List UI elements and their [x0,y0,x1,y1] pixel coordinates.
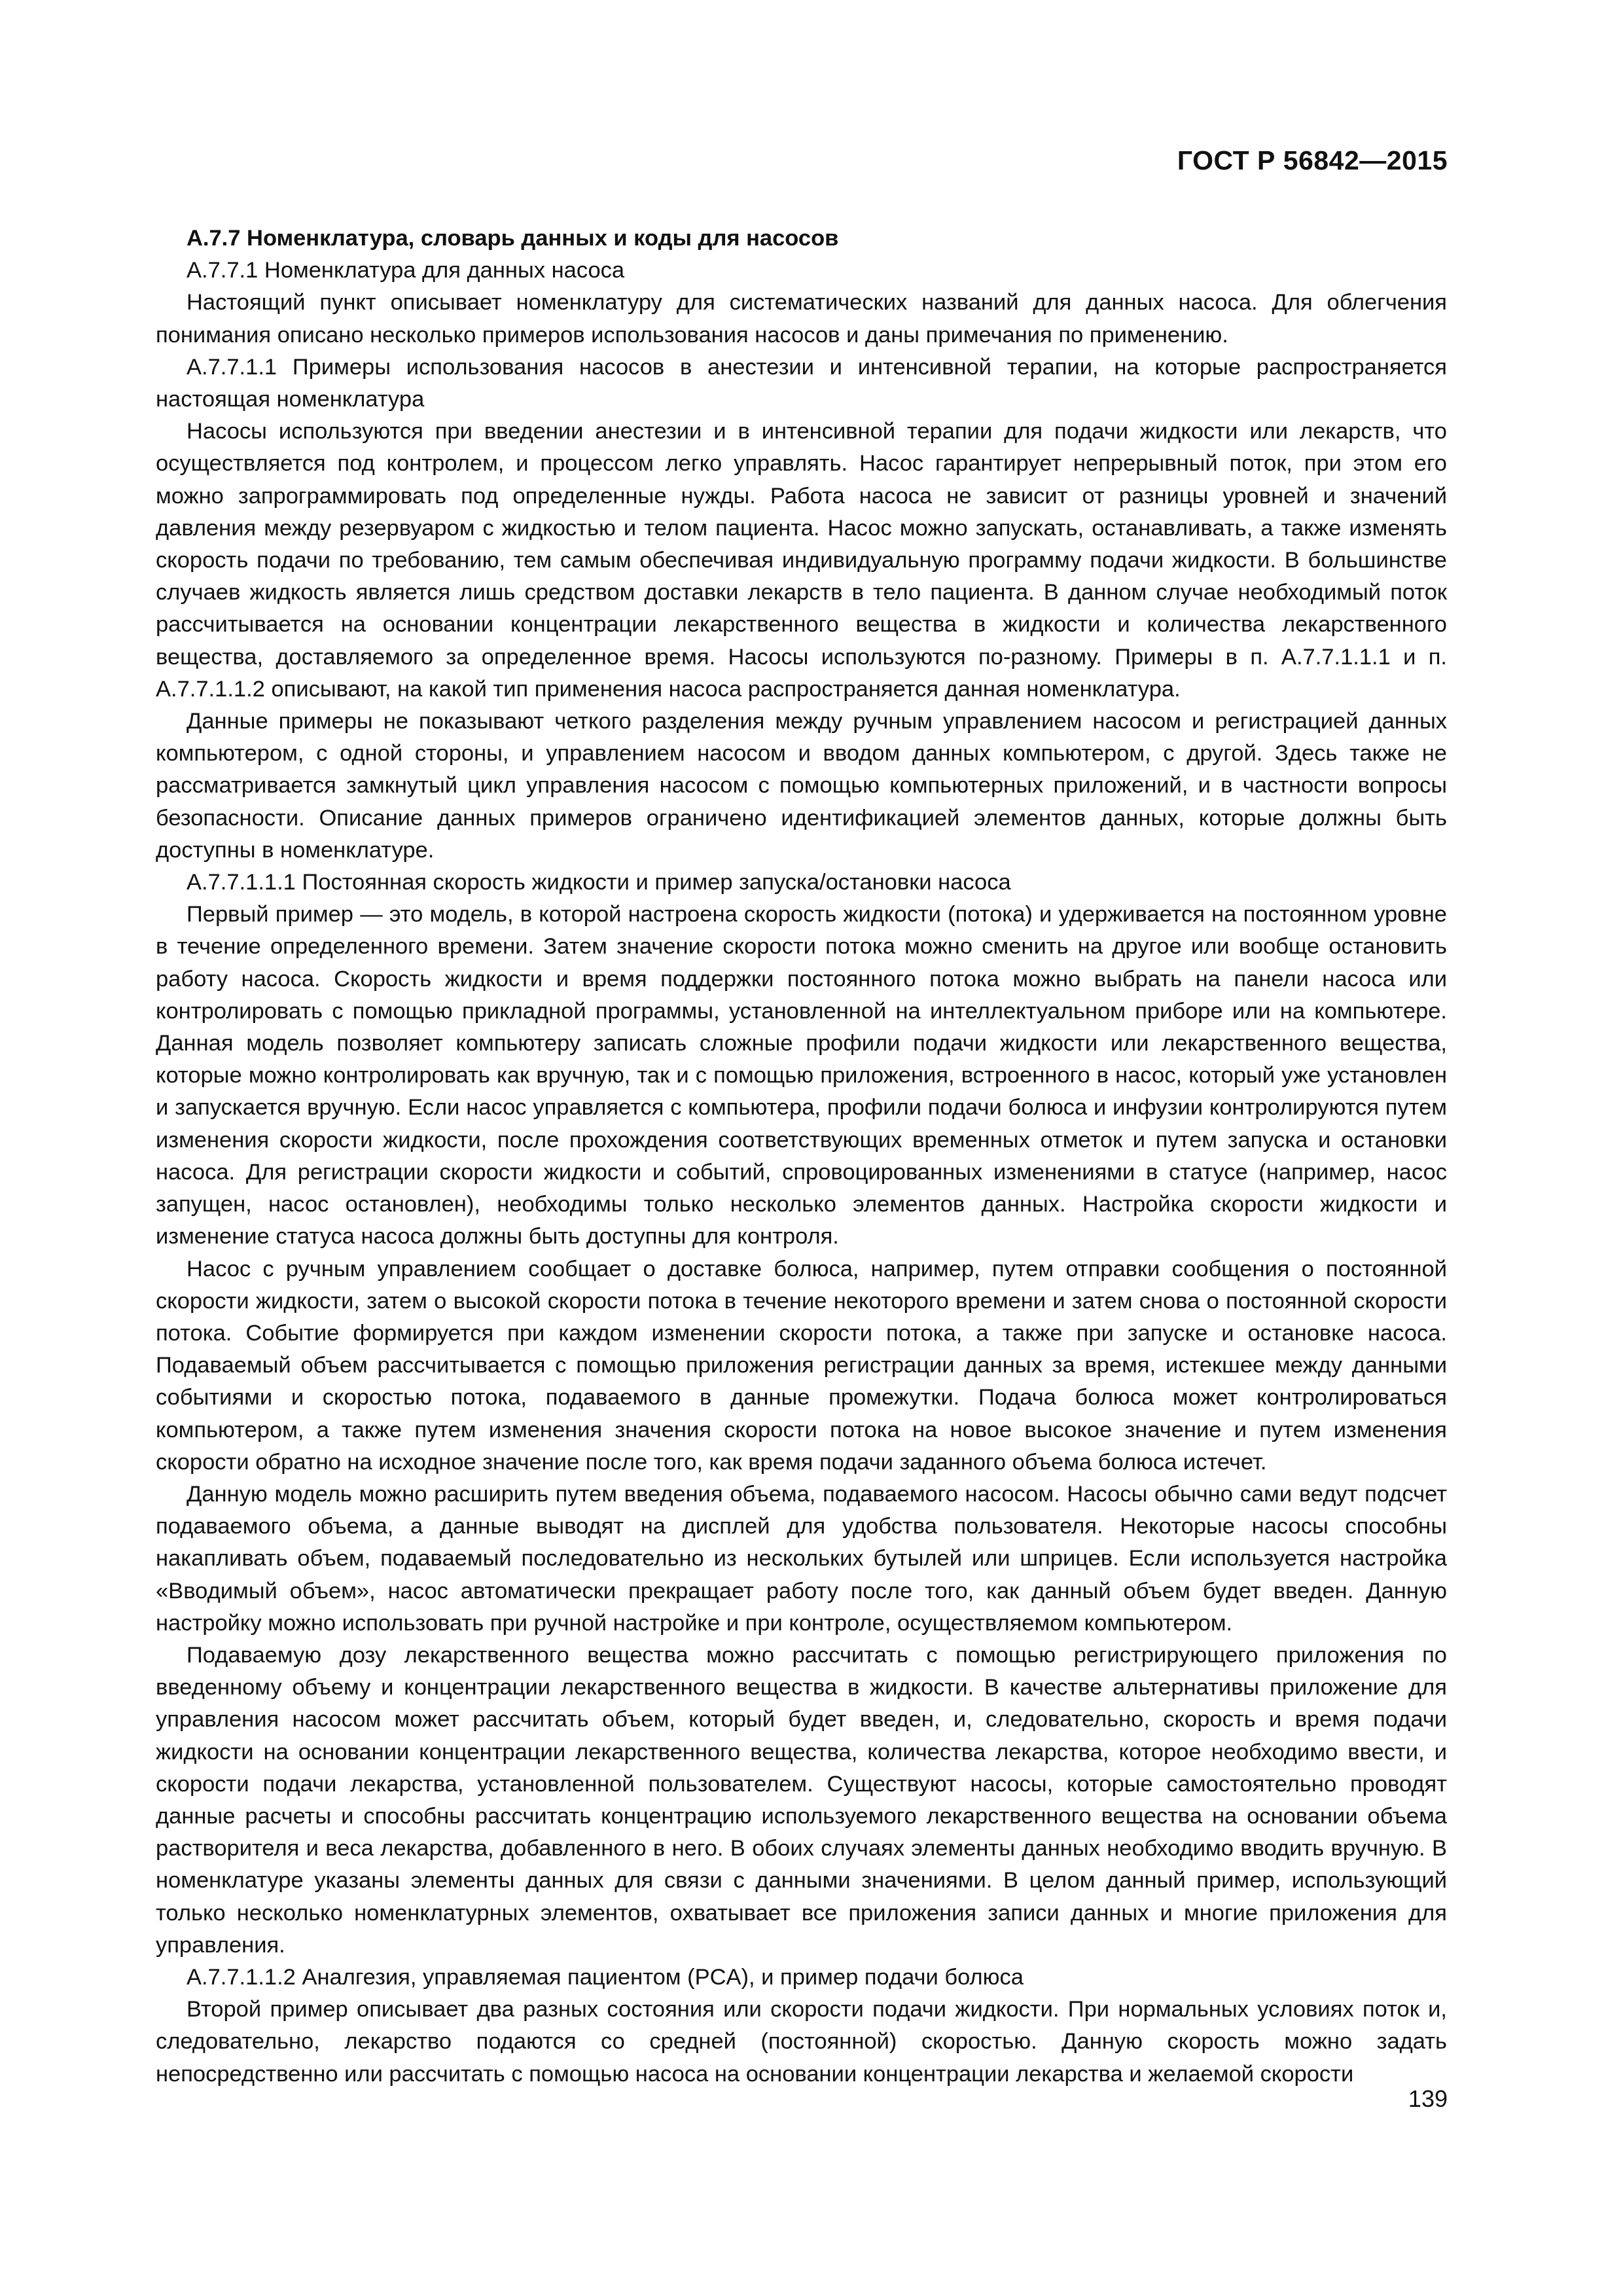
document-body [156,223,1447,2090]
body-paragraph: Данные примеры не показывают четкого разделения между ручным управлением насосом и регистрацией данных компьютером, с одной стороны, и управлением насосом и вводом данных компьютером, с другой. Здесь также не рассматривается замкнутый цикл управления насосом с помощью компьютерных приложений, и в частности вопросы безопасности. Описание данных примеров ограничено идентификацией элементов данных, которые должны быть доступны в номенклатуре. [156,709,1447,863]
subsection-heading: А.7.7.1.1 Примеры использования насосов в анестезии и интенсивной терапии, на которые распространяется настоящая номенклатура [156,354,1447,412]
body-paragraph: Первый пример — это модель, в которой настроена скорость жидкости (потока) и удерживается на постоянном уровне в течение определенного времени. Затем значение скорости потока можно сменить на другое или вообще остановить работу насоса. Скорость жидкости и время поддержки постоянного потока можно выбрать на панели насоса или контролировать с помощью прикладной программы, установленной на интеллектуальном приборе или на компьютере. Данная модель позволяет компьютеру записать сложные профили подачи жидкости или лекарственного вещества, которые можно контролировать как вручную, так и с помощью приложения, встроенного в насос, который уже установлен и запускается вручную. Если насос управляется с компьютера, профили подачи болюса и инфузии контролируются путем изменения скорости жидкости, после прохождения соответствующих временных отметок и путем запуска и остановки насоса. Для регистрации скорости жидкости и событий, спровоцированных изменениями в статусе (например, насос запущен, насос остановлен), необходимы только несколько элементов данных. Настройка скорости жидкости и изменение статуса насоса должны быть доступны для контроля. [156,902,1447,1249]
standard-id: ГОСТ Р 56842—2015 [1177,145,1448,175]
subsection-heading: А.7.7.1.1.2 Аналгезия, управляемая пациентом (PCA), и пример подачи болюса [187,1964,1024,1990]
subsection-heading: А.7.7.1.1.1 Постоянная скорость жидкости и пример запуска/остановки насоса [187,870,1011,895]
body-paragraph: Насос с ручным управлением сообщает о доставке болюса, например, путем отправки сообщения о постоянной скорости жидкости, затем о высокой скорости потока в течение некоторого времени и затем снова о постоянной скорости потока. Событие формируется при каждом изменении скорости потока, а также при запуске и остановке насоса. Подаваемый объем рассчитывается с помощью приложения регистрации данных за время, истекшее между данными событиями и скоростью потока, подаваемого в данные промежутки. Подача болюса может контролироваться компьютером, а также путем изменения значения скорости потока на новое высокое значение и путем изменения скорости обратно на исходное значение после того, как время подачи заданного объема болюса истечет. [156,1256,1447,1475]
page-number: 139 [1408,2085,1448,2112]
subsection-heading: А.7.7.1 Номенклатура для данных насоса [187,258,625,283]
body-paragraph: Данную модель можно расширить путем введения объема, подаваемого насосом. Насосы обычно сами ведут подсчет подаваемого объема, а данные выводят на дисплей для удобства пользователя. Некоторые насосы способны накапливать объем, подаваемый последовательно из нескольких бутылей или шприцев. Если используется настройка «Вводимый объем», насос автоматически прекращает работу после того, как данный объем будет введен. Данную настройку можно использовать при ручной настройке и при контроле, осуществляемом компьютером. [156,1481,1447,1636]
body-paragraph: Подаваемую дозу лекарственного вещества можно рассчитать с помощью регистрирующего приложения по введенному объему и концентрации лекарственного вещества в жидкости. В качестве альтернативы приложение для управления насосом может рассчитать объем, который будет введен, и, следовательно, скорость и время подачи жидкости на основании концентрации лекарственного вещества, количества лекарства, которое необходимо ввести, и скорости подачи лекарства, установленной пользователем. Существуют насосы, которые самостоятельно проводят данные расчеты и способны рассчитать концентрацию используемого лекарственного вещества на основании объема растворителя и веса лекарства, добавленного в него. В обоих случаях элементы данных необходимо вводить вручную. В номенклатуре указаны элементы данных для связи с данными значениями. В целом данный пример, использующий только несколько номенклатурных элементов, охватывает все приложения записи данных и многие приложения для управления. [156,1642,1447,1958]
body-paragraph: Второй пример описывает два разных состояния или скорости подачи жидкости. При нормальных условиях поток и, следовательно, лекарство подаются со средней (постоянной) скоростью. Данную скорость можно задать непосредственно или рассчитать с помощью насоса на основании концентрации лекарства и желаемой скорости [156,1997,1447,2087]
body-paragraph: Насосы используются при введении анестезии и в интенсивной терапии для подачи жидкости или лекарств, что осуществляется под контролем, и процессом легко управлять. Насос гарантирует непрерывный поток, при этом его можно запрограммировать под определенные нужды. Работа насоса не зависит от разницы уровней и значений давления между резервуаром с жидкостью и телом пациента. Насос можно запускать, останавливать, а также изменять скорость подачи по требованию, тем самым обеспечивая индивидуальную программу подачи жидкости. В большинстве случаев жидкость является лишь средством доставки лекарств в тело пациента. В данном случае необходимый поток рассчитывается на основании концентрации лекарственного вещества в жидкости и количества лекарственного вещества, доставляемого за определенное время. Насосы используются по-разному. Примеры в п. А.7.7.1.1.1 и п. А.7.7.1.1.2 описывают, на какой тип применения насоса распространяется данная номенклатура. [156,419,1447,702]
section-heading: А.7.7 Номенклатура, словарь данных и коды для насосов [187,226,839,251]
body-paragraph: Настоящий пункт описывает номенклатуру для систематических названий для данных насоса. Для облегчения понимания описано несколько примеров использования насосов и даны примечания по применению. [156,290,1447,348]
